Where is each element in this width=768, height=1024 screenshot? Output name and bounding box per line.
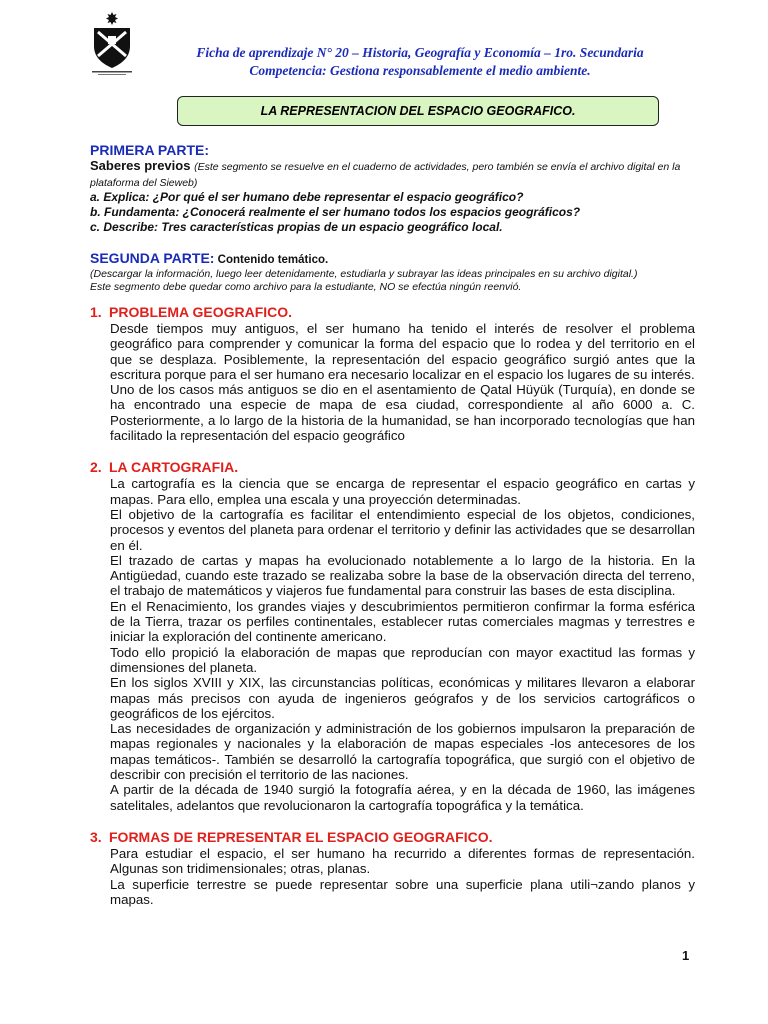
paragraph: Todo ello propició la elaboración de mapas que reproducían con mayor exactitud las formas y dimensiones del planeta.	[110, 644, 695, 675]
part2	[90, 250, 695, 294]
paragraph: En los siglos XVIII y XIX, las circunstancias políticas, económicas y militares llevaron a elaborar mapas más precisos con ayuda de ingenieros geógrafos y de los servicios cartográficos o geográficos de los ejércitos.	[110, 675, 695, 721]
part2-note1: (Descargar la información, luego leer detenidamente, estudiarla y subrayar las ideas principales en su archivo digital.)	[90, 268, 638, 280]
school-crest-logo	[84, 10, 140, 78]
paragraph: Desde tiempos muy antiguos, el ser humano ha tenido el interés de resolver el problema geográfico para comprender y comunicar la forma del espacio que lo rodea y del territorio en el que se desplaza. Posiblemente, la representación del espacio geográfico surgió antes que la escritura porque para el ser humano era necesario localizar en el espacio los lugares de su interés.	[110, 321, 695, 382]
section-number: 2.	[90, 459, 102, 476]
paragraph: En el Renacimiento, los grandes viajes y descubrimientos permitieron confirmar la forma esférica de la Tierra, trazar os perfiles continentales, establecer rutas comerciales magmas y terrestres e iniciar la exploración del continente americano.	[110, 598, 695, 645]
question-c: c. Describe: Tres características propias de un espacio geográfico local.	[90, 220, 503, 234]
section-number: 1.	[90, 304, 102, 320]
paragraph: El objetivo de la cartografía es facilitar el entendimiento especial de los objetos, condiciones, procesos y eventos del planeta para ordenar el territorio y definir las actividades que se desarrollan en él.	[110, 506, 695, 553]
part2-heading: SEGUNDA PARTE:	[90, 250, 215, 266]
document-body	[90, 142, 695, 907]
paragraph: Las necesidades de organización y administración de los gobiernos impulsaron la preparación de mapas regionales y nacionales y la elaboración de mapas especiales -los antecesores de los mapas temáticos-. También se desarrolló la cartografía topográfica, que surgió con el objetivo de describir con precisión el territorio de las naciones.	[110, 721, 695, 783]
question-a: a. Explica: ¿Por qué el ser humano debe representar el espacio geográfico?	[90, 190, 524, 204]
part1-subheading: Saberes previos	[90, 158, 191, 173]
paragraph: La superficie terrestre se puede representar sobre una superficie plana utili¬zando planos y mapas.	[110, 876, 695, 907]
competency-line: Competencia: Gestiona responsablemente el medio ambiente.	[249, 63, 591, 78]
paragraph: Para estudiar el espacio, el ser humano ha recurrido a diferentes formas de representación. Algunas son tridimensionales; otras, planas.	[110, 845, 695, 877]
section-title: PROBLEMA GEOGRAFICO.	[109, 304, 293, 320]
part1-questions	[90, 190, 695, 235]
paragraph: El trazado de cartas y mapas ha evolucionado notablemente a lo largo de la historia. En la Antigüedad, cuando este trazado se realizaba sobre la base de la observación directa del terreno, el trabajo de matemáticos y viajeros fue fundamental para construir las bases de esta disciplina.	[110, 552, 695, 599]
paragraph: Uno de los casos más antiguos se dio en el asentamiento de Qatal Hüyük (Turquía), en donde se ha encontrado una especie de mapa de esa ciudad, correspondiente al año 6000 a. C. Posteriormente, a lo largo de la historia de la humanidad, se han incorporado tecnologías que han facilitado la representación del espacio geográfico	[110, 382, 695, 444]
page-number: 1	[682, 948, 690, 963]
worksheet-header: Ficha de aprendizaje N° 20 – Historia, Geografía y Economía – 1ro. Secundaria	[196, 45, 644, 60]
question-b: b. Fundamenta: ¿Conocerá realmente el ser humano todos los espacios geográficos?	[90, 205, 581, 219]
section-title: LA CARTOGRAFIA.	[109, 459, 239, 476]
section-problema-geografico	[90, 304, 695, 443]
part2-subheading: Contenido temático.	[214, 254, 329, 266]
part2-note2: Este segmento debe quedar como archivo para la estudiante, NO se efectúa ningún reenvió.	[90, 281, 522, 293]
paragraph: La cartografía es la ciencia que se encarga de representar el espacio geográfico en cartas y mapas. Para ello, emplea una escala y una proyección determinadas.	[110, 476, 695, 507]
section-number: 3.	[90, 828, 102, 845]
document-title: LA REPRESENTACION DEL ESPACIO GEOGRAFICO.	[177, 96, 659, 126]
part1-heading: PRIMERA PARTE:	[90, 142, 209, 158]
section-cartografia	[90, 459, 695, 813]
paragraph: A partir de la década de 1940 surgió la fotografía aérea, y en la década de 1960, las imágenes satelitales, adelantos que revolucionaron la cartografía topográfica y la temática.	[110, 782, 695, 813]
section-formas-representar	[90, 829, 695, 907]
part1-note: (Este segmento se resuelve en el cuaderno de actividades, pero también se envía el archivo digital en la plataforma del Sieweb)	[90, 161, 681, 189]
part1	[90, 142, 695, 235]
section-title: FORMAS DE REPRESENTAR EL ESPACIO GEOGRAFICO.	[109, 828, 493, 845]
